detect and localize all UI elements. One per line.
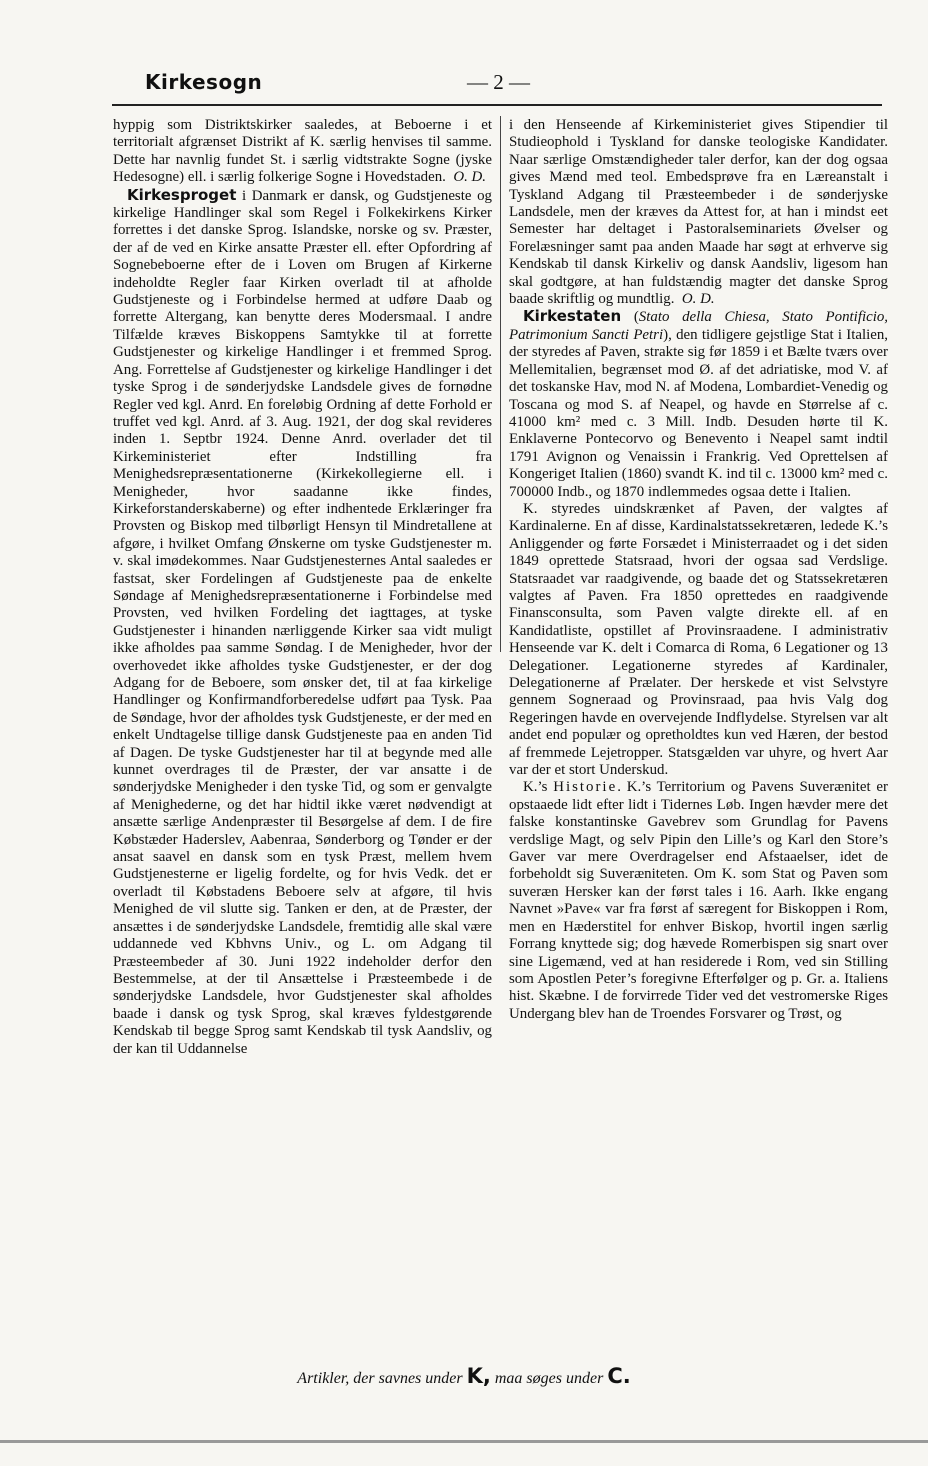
paragraph-text: i den Henseende af Kirkeministeriet gives Stipendier til Studieophold i Tyskland for danske teologiske Kandidater. Naar særlige Omstændigheder taler derfor, kan der dog ogsaa gives Mænd med teol. Embedsprøve fra en Læreanstalt i Tyskland Adgang til Præsteembeder i de sønderjyske Landsdele, men der kræves da Attest for, at han i mindst eet Semester har deltaget i Pastoralseminariets Øvelser og Forelæsninger samt paa anden Maade har søgt at erhverve sig Kendskab til dansk Kirkeliv og dansk Aandsliv, ligesom han skal godtgøre, at han fuldstændig magter det danske Sprog baade skriftlig og mundtlig. xyxy=(509,117,888,308)
column-divider xyxy=(500,116,501,652)
paragraph xyxy=(509,117,888,308)
author-signature: O. D. xyxy=(681,291,715,308)
bottom-edge xyxy=(0,1440,928,1443)
paragraph xyxy=(113,117,492,187)
paragraph-text: K. styredes uindskrænket af Paven, der valgtes af Kardinalerne. En af disse, Kardinalstatssekretæren, ledede K.’s Anliggender og førte Forsædet i Ministerraadet og i det siden 1849 oprettede Statsraad, hvori der ogsaa sad Verdslige. Statsraadet var raadgivende, og baade det og Statssekretæren valgtes af Paven. Fra 1850 oprettedes en raadgivende Finansconsulta, som Paven valgte direkte ell. af en Kandidatliste, opstillet af Provinsraadene. I administrativ Henseende var K. delt i Comarca di Roma, 6 Legationer og 13 Delegationer. Legationerne styredes af Kardinaler, Delegationerne af Prælater. Der herskede et vist Selvstyre gennem Sogneraad og Provinsraad, paa hvis Valg dog Regeringen havde en overvejende Indflydelse. Styrelsen var alt andet end populær og opretholdtes kun ved Hæren, der bestod af fremmede Lejetropper. Statsgælden var uhyre, og hvert Aar var der et stort Underskud. xyxy=(509,500,888,779)
footer-letter: K, xyxy=(466,1364,491,1388)
footer-text: maa søges under xyxy=(490,1370,608,1387)
latin-names: Stato della Chiesa, Stato Pontificio, Patrimonium Sancti Petri xyxy=(509,309,889,343)
right-column xyxy=(509,117,888,1023)
paragraph xyxy=(509,779,888,1023)
paragraph-text: i Danmark er dansk, og Gudstjeneste og kirkelige Handlinger skal som Regel i Folkekirkens Kirker forrettes i det danske Sprog. Islandske, norske og sv. Præster, der af de ved en Kirke ansatte Præster ell. efter Opfordring af Sognebeboerne efter de i Loven om Brugen af Kirkerne indeholdte Regler faar Kirken overladt til at afholde Gudstjeneste og i Forbindelse hermed at udføre Daab og forrette Altergang, kan benytte deres Modersmaal. I andre Tilfælde kræves Biskoppens Samtykke til at forrette Gudstjenester og kirkelige Handlinger i et fremmed Sprog. Ang. Forrettelse af Gudstjenester og kirkelige Handlinger i det tyske Sprog i de sønderjydske Landsdele gives de fornødne Regler ved kgl. Anrd. En foreløbig Ordning af dette Forhold er truffet ved kgl. Anrd. af 3. Aug. 1921, der dog skal revideres inden 1. Septbr 1924. Denne Anrd. overlader det til Kirkeministeriet efter Indstilling fra Menighedsrepræsentationerne (Kirkekollegierne ell. i Menigheder, hvor saadanne ikke findes, Kirkeforstanderskaberne) og efter indhentede Erklæringer fra Provsten og Biskop med tilbørligt Hensyn til Mindretallene at afgøre, i hvilket Omfang Ønskerne om tyske Gudstjenester m. v. skal imødekommes. Naar Gudstjenesternes Antal saaledes er fastsat, sker Fordelingen af Gudstjeneste paa de enkelte Søndage af Menighedsrepræsentationerne i Forbindelse med Provsten, ved hvilken Fordeling det iagttages, at tyske Gudstjenester i hinanden nærliggende Kirker saa vidt muligt ikke afholdes paa samme Søndag. I de Menigheder, hvor der overhovedet ikke afholdes tyske Gudstjenester, er der dog Adgang for de Beboere, som ønsker det, til at faa kirkelige Handlinger og Konfirmandforberedelse udført paa Tysk. Paa de Søndage, hvor der afholdes tysk Gudstjeneste, er der med en enkelt Undtagelse tillige dansk Gudstjeneste paa en anden Tid af Dagen. De tyske Gudstjenester har til at begynde med alle kunnet overdrages til de Præster, der var ansatte i de sønderjydske Menigheder i den tyske Tid, og som er genvalgte af Menighederne, og det har hidtil ikke været nødvendigt at ansætte særlige Andenpræster til Besørgelse af dem. I de fire Købstæder Haderslev, Aabenraa, Sønderborg og Tønder er der ansat saavel en dansk som en tysk Præst, mellem hvem Gudstjenesterne er ligelig fordelte, og for hvis Vedk. det er overladt til Købstadens Beboere selv at afgøre, til hvis Menighed de vil slutte sig. Tanken er den, at de Præster, der ansættes i de sønderjydske Landsdele, fremtidig alle skal være uddannede ved Kbhvns Univ., og L. om Adgang til Præsteembeder af 30. Juni 1922 indeholder derfor den Bestemmelse, at der til Ansættelse i Præsteembede i de sønderjydske Landsdele, hvor Gudstjenester skal afholdes baade i dansk og tysk Sprog, skal kræves fyldestgørende Kendskab til begge Sprog samt Kendskab til tysk Aandsliv, og der kan til Uddannelse xyxy=(113,187,492,1057)
section-heading-spaced: Historie xyxy=(553,779,618,796)
paragraph-text: , den tidligere gejstlige Stat i Italien, der styredes af Paven, strakte sig før 1859 i et Bælte tværs over Mellemitalien, begrænset mod Ø. af det adriatiske, mod V. af det toskanske Hav, mod N. af Modena, Lombardiet-Venedig og Toscana og mod S. af Neapel, og havde en Størrelse af c. 41000 km² med c. 3 Mill. Indb. Desuden hørte til K. Enklaverne Pontecorvo og Benevento i Neapel samt indtil 1791 Avignon og Venaissin i Frankrig. Ved Oprettelsen af Kongeriget Italien (1860) svandt K. ind til c. 13000 km² med c. 700000 Indb., og 1870 indlemmedes ogsaa dette i Italien. xyxy=(509,326,888,500)
left-column xyxy=(113,117,492,1058)
page-number: — 2 — xyxy=(467,70,530,94)
header-rule xyxy=(112,104,882,106)
paragraph-text: hyppig som Distriktskirker saaledes, at Beboerne i et territorialt afgrænset Distrikt af K. særlig henvises til samme. Dette har navnlig fundet St. i særlig vidtstrakte Sogne (jyske Hedesogne) ell. i særlig folkerige Sogne i Hovedstaden. xyxy=(113,117,492,186)
paragraph xyxy=(509,501,888,780)
footer-letter: C. xyxy=(607,1364,631,1388)
paragraph-lead: K.’s xyxy=(523,779,554,796)
footer-note xyxy=(0,1364,928,1388)
running-head: Kirkesogn xyxy=(145,70,263,94)
footer-text: Artikler, der savnes under xyxy=(297,1370,467,1387)
entry-kirkesproget xyxy=(113,187,492,1058)
paragraph-text: . K.’s Territorium og Pavens Suverænitet er opstaaede lidt efter lidt i Tidernes Løb. Ingen hævder mere det falske konstantinske Gavebrev som Grundlag for Pavens verdslige Magt, og selv Pipin den Lille’s og Karl den Store’s Gaver var mere Overdragelser end Afstaaelser, idet de forbeholdt sig Suveræniteten. Om K. som Stat og Paven som suveræn Hersker kan der først tales i 16. Aarh. Ikke engang Navnet »Pave« var fra først af særegent for Biskoppen i Rom, men en Hæderstitel for enhver Biskop, hvortil ingen særlig Forrang knyttede sig; dog hævede Romerbispen sig snart over sine Ligemænd, ved at han residerede i Rom, ved sin Stilling som Apostlen Peter’s foregivne Efterfølger og p. Gr. a. Italiens hist. Skæbne. I de forvirrede Tider ved det vestromerske Riges Undergang blev han de Troendes Forsvarer og Trøst, og xyxy=(509,779,888,1022)
headword: Kirkestaten xyxy=(523,307,622,326)
headword: Kirkesproget xyxy=(127,185,237,204)
author-signature: O. D. xyxy=(453,169,487,186)
entry-kirkestaten: Kirkestaten (Stato della Chiesa, Stato Pontificio, Patrimonium Sancti Petri), den tidligere gejstlige Stat i Italien, der styredes af Paven, strakte sig før 1859 i et Bælte tværs over Mellemitalien, begrænset mod Ø. af det adriatiske, mod V. af det toskanske Hav, mod N. af Modena, Lombardiet-Venedig og Toscana og mod S. af Neapel, og havde en Størrelse af c. 41000 km² med c. 3 Mill. Indb. Desuden hørte til K. Enklaverne Pontecorvo og Benevento i Neapel samt indtil 1791 Avignon og Venaissin i Frankrig. Ved Oprettelsen af Kongeriget Italien (1860) svandt K. ind til c. 13000 km² med c. 700000 Indb., og 1870 indlemmedes ogsaa dette i Italien. xyxy=(509,307,889,500)
page-header xyxy=(145,70,865,104)
